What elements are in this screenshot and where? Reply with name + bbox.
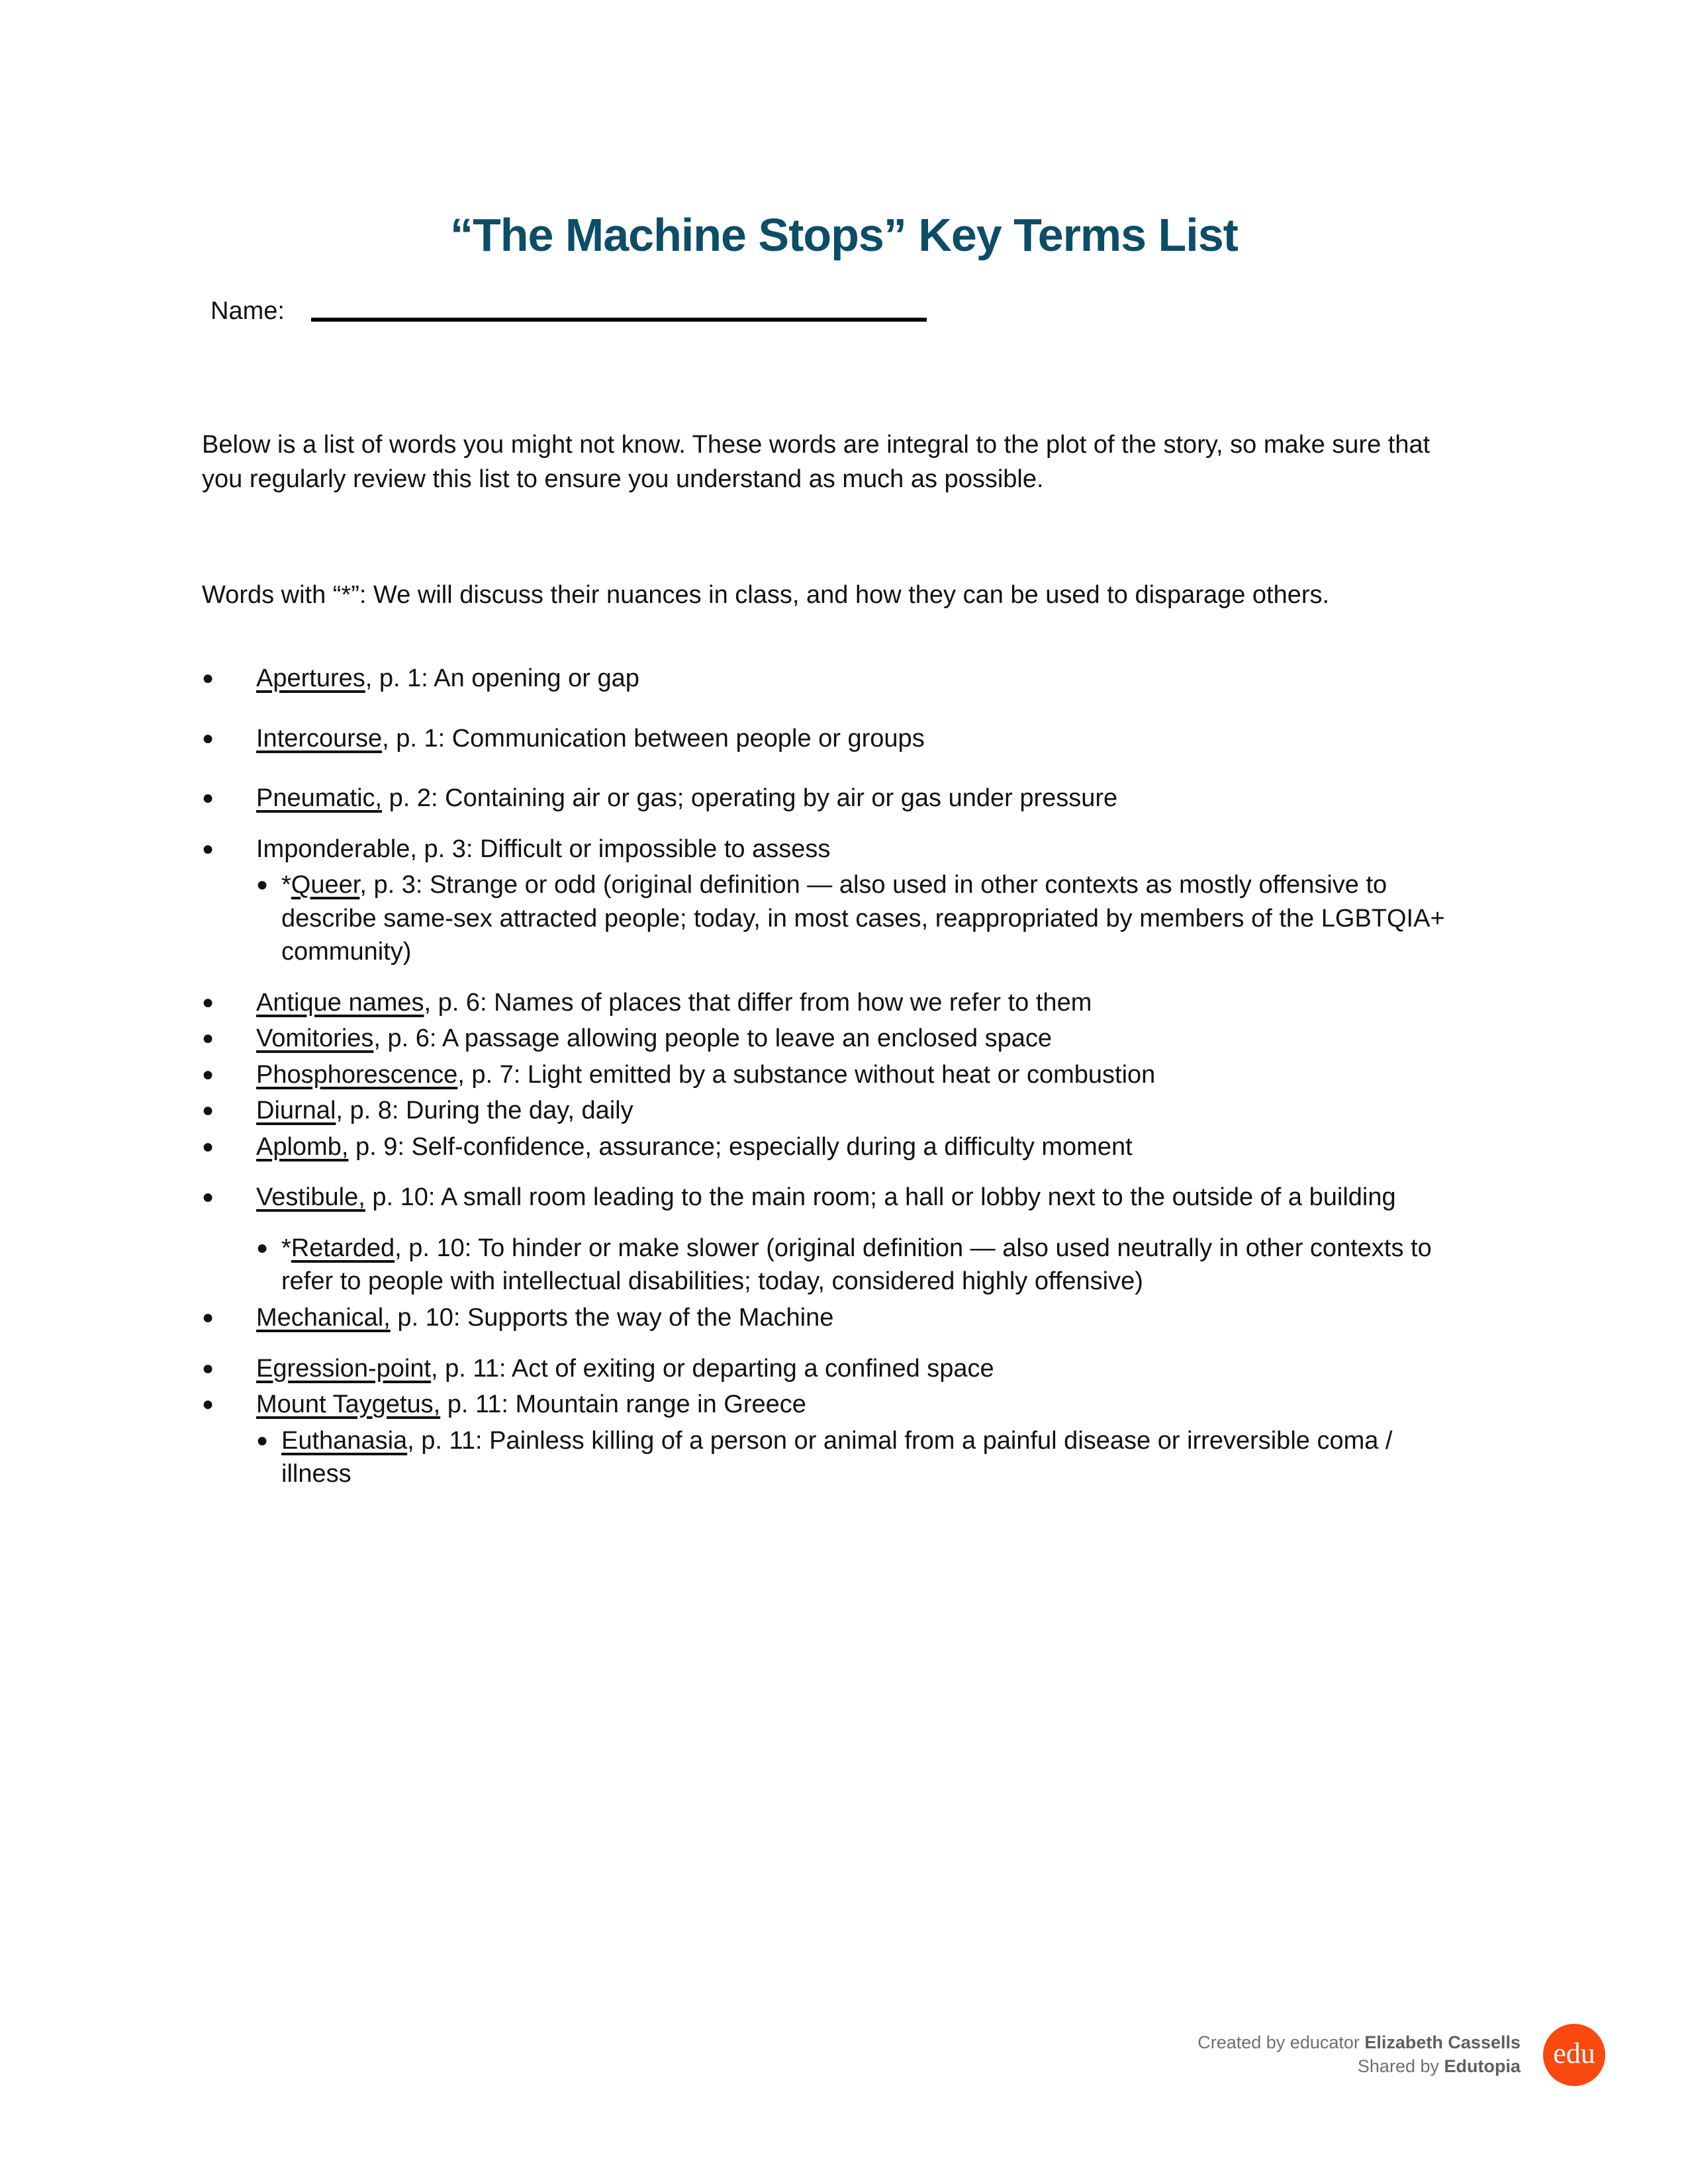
bullet-icon: ● [202,991,214,1013]
term-list-item [202,1388,1463,1422]
term-list-item [202,1301,1463,1335]
bullet-icon: ● [202,1357,214,1379]
bullet-icon: ● [202,1306,214,1328]
term-list-item [202,868,1463,969]
term-definition: , p. 6: Names of places that differ from how we refer to them [424,988,1092,1017]
bullet-icon: ● [202,837,214,860]
term-definition: p. 10: A small room leading to the main room; a hall or lobby next to the outside of a building [365,1183,1396,1212]
term-definition: p. 10: Supports the way of the Machine [390,1303,834,1332]
bullet-icon: ● [202,1063,214,1085]
term-word: Imponderable, p. 3: Difficult or impossible to assess [256,835,831,863]
term-asterisk-marker: * [281,871,291,899]
term-word: Phosphorescence [256,1060,458,1089]
footer-credit-text [1197,2031,1521,2078]
term-word: Euthanasia [281,1426,408,1455]
term-list-item [202,662,1463,696]
term-definition: , p. 1: An opening or gap [365,664,639,692]
term-word: Apertures [256,664,365,692]
term-word: Mount Taygetus, [256,1390,441,1419]
term-list-item [202,833,1463,866]
term-definition: , p. 6: A passage allowing people to leave an enclosed space [373,1024,1053,1053]
term-list-item [202,1352,1463,1386]
term-definition: p. 2: Containing air or gas; operating by air or gas under pressure [382,784,1118,813]
term-list-item [202,1094,1463,1128]
footer-attribution [1197,2024,1605,2086]
term-list-item [202,1022,1463,1056]
name-write-in-line[interactable] [311,318,927,322]
page-title: “The Machine Stops” Key Terms List [450,208,1238,261]
bullet-icon: ● [256,874,269,896]
key-terms-list [202,662,1463,1494]
term-word: Mechanical, [256,1303,391,1332]
intro-paragraph-2: Words with “*”: We will discuss their nuances in class, and how they can be used to disparage others. [202,581,1330,609]
term-list-item [202,722,1463,756]
term-list-item [202,1232,1463,1298]
footer-educator-name: Elizabeth Cassells [1364,2032,1521,2053]
term-definition: , p. 1: Communication between people or groups [382,724,925,752]
term-list-item [202,1130,1463,1164]
term-asterisk-marker: * [281,1234,291,1262]
bullet-icon: ● [256,1429,269,1451]
term-word: Egression-point [256,1354,432,1383]
footer-shared-line [1197,2055,1521,2079]
term-word: Vomitories [256,1024,374,1053]
bullet-icon: ● [202,1027,214,1050]
term-definition: , p. 7: Light emitted by a substance without heat or combustion [457,1060,1156,1089]
term-word: Intercourse [256,724,383,752]
footer-created-prefix: Created by educator [1197,2032,1365,2053]
term-list-item [202,1058,1463,1092]
term-list-item [202,782,1463,815]
bullet-icon: ● [202,787,214,809]
footer-created-line [1197,2031,1521,2055]
edutopia-logo-icon: edu [1543,2024,1605,2086]
term-word: Diurnal [256,1097,336,1125]
term-list-item [202,1181,1463,1214]
bullet-icon: ● [202,727,214,749]
bullet-icon: ● [202,1135,214,1158]
intro-paragraph-1: Below is a list of words you might not know. These words are integral to the plot of the story, so make sure that you regularly review this list to ensure you understand as much as possible. [202,431,1430,494]
term-definition: , p. 8: During the day, daily [336,1097,633,1125]
footer-shared-prefix: Shared by [1357,2056,1444,2076]
name-field-row [211,298,927,326]
term-definition: , p. 11: Painless killing of a person or animal from a painful disease or irreversible coma / illness [281,1426,1393,1488]
footer-organization-name: Edutopia [1444,2056,1521,2076]
term-definition: , p. 3: Strange or odd (original definition — also used in other contexts as mostly offensive to describe same-sex attracted people; today, in most cases, reappropriated by members of the LGBTQIA+ community) [281,871,1445,966]
bullet-icon: ● [202,1186,214,1208]
term-definition: , p. 10: To hinder or make slower (original definition — also used neutrally in other contexts to refer to people with intellectual disabilities; today, considered highly offensive) [281,1234,1432,1296]
term-definition: p. 11: Mountain range in Greece [440,1390,806,1419]
name-label: Name: [211,297,285,325]
bullet-icon: ● [202,1099,214,1122]
term-word: Retarded [291,1234,395,1262]
term-word: Aplomb, [256,1132,349,1161]
term-word: Antique names [256,988,424,1017]
bullet-icon: ● [202,667,214,689]
term-word: Pneumatic, [256,784,383,813]
bullet-icon: ● [202,1393,214,1416]
term-word: Vestibule, [256,1183,365,1212]
term-list-item [202,1424,1463,1491]
term-word: Queer [291,871,360,899]
term-list-item [202,986,1463,1020]
bullet-icon: ● [256,1236,269,1259]
term-definition: p. 9: Self-confidence, assurance; especially during a difficulty moment [348,1132,1133,1161]
term-definition: , p. 11: Act of exiting or departing a confined space [431,1354,994,1383]
